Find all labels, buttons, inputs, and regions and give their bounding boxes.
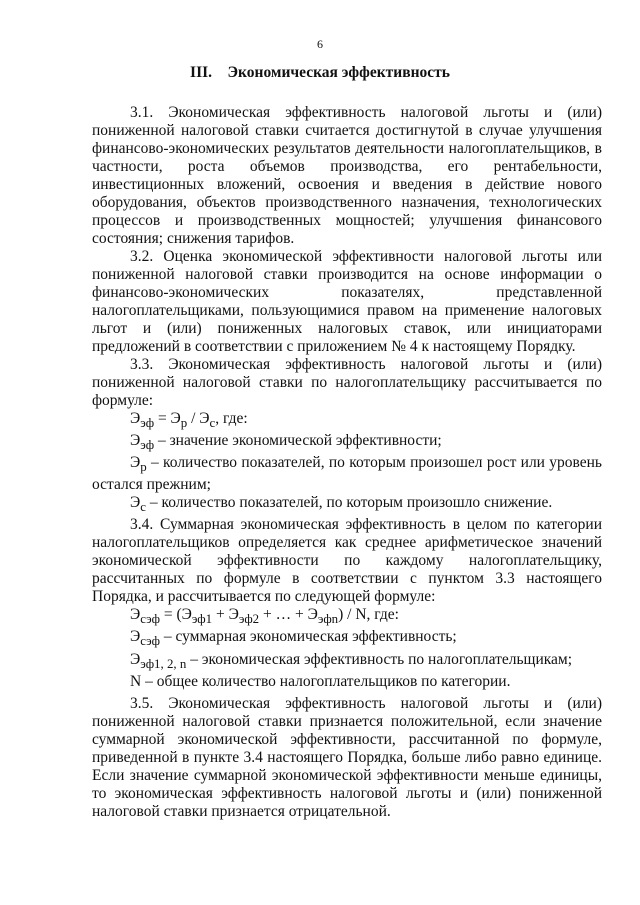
definition-symbol: Э xyxy=(130,650,141,668)
definition-text: – количество показателей, по которым произошло снижение. xyxy=(145,494,553,512)
formula-part: + Э xyxy=(212,606,239,624)
section-title xyxy=(0,64,640,82)
paragraph-3-4: 3.4. Суммарная экономическая эффективность в целом по категории налогоплательщиков определяется как среднее арифметическое значений экономической эффективности по каждому налогоплательщику, рассчитанных по формуле в соответствии с пунктом 3.3 настоящего Порядка, и рассчитывается по следующей формуле: xyxy=(92,516,602,606)
formula-part: / Э xyxy=(187,410,210,427)
definition-item xyxy=(92,673,602,695)
definition-item xyxy=(92,628,602,650)
document-body xyxy=(92,104,602,821)
definition-text: – общее количество налогоплательщиков по категории. xyxy=(141,672,511,690)
definition-item xyxy=(92,651,602,673)
section-number: III. xyxy=(190,64,213,81)
formula-total-efficiency xyxy=(92,606,602,628)
section-heading: Экономическая эффективность xyxy=(227,64,450,81)
definition-subscript: сэф xyxy=(140,633,160,649)
formula-subscript: сэф xyxy=(140,611,160,627)
page-number: 6 xyxy=(317,37,323,51)
definition-item xyxy=(92,432,602,454)
definition-symbol: Э xyxy=(130,432,141,450)
formula-subscript: р xyxy=(180,415,188,431)
formula-subscript: эф2 xyxy=(238,611,260,627)
formula-part: ) / N, где: xyxy=(338,606,399,624)
formula-subscript: с xyxy=(209,415,216,431)
formula-subscript: эфn xyxy=(317,611,339,627)
definition-text: – значение экономической эффективности; xyxy=(154,432,442,450)
definition-symbol: Э xyxy=(130,454,141,472)
definition-subscript: р xyxy=(140,459,147,475)
definition-text: – экономическая эффективность по налогоплательщикам; xyxy=(186,650,573,668)
definition-symbol: Э xyxy=(130,628,141,646)
definition-subscript: эф1, 2, n xyxy=(140,655,187,671)
formula-subscript: эф1 xyxy=(191,611,213,627)
formula-symbol: Э xyxy=(130,606,141,624)
definition-symbol: N xyxy=(130,672,142,690)
formula-part: = Э xyxy=(154,410,181,427)
definition-item xyxy=(92,494,602,516)
paragraph-3-1: 3.1. Экономическая эффективность налоговой льготы и (или) пониженной налоговой ставки считается достигнутой в случае улучшения финансово-экономических результатов деятельности налогоплательщиков, в частности, роста объемов производства, его рентабельности, инвестиционных вложений, освоения и введения в действие нового оборудования, объектов производственного назначения, технологических процессов и производственных мощностей; улучшения финансового состояния; снижения тарифов. xyxy=(92,104,602,247)
definition-subscript: с xyxy=(140,499,146,515)
definition-text: – количество показателей, по которым произошел рост или уровень остался прежним; xyxy=(92,454,602,494)
formula-subscript: эф xyxy=(140,415,155,431)
formula-symbol: Э xyxy=(130,410,141,427)
definition-text: – суммарная экономическая эффективность; xyxy=(159,628,457,646)
definition-symbol: Э xyxy=(130,494,141,512)
formula-part: , где: xyxy=(215,410,248,427)
definition-item xyxy=(92,454,602,494)
definition-subscript: эф xyxy=(140,437,155,453)
paragraph-3-2: 3.2. Оценка экономической эффективности налоговой льготы или пониженной налоговой ставки производится на основе информации о финансово-экономических показателях, представленной налогоплательщиками, пользующимися правом на применение налоговых льгот и (или) пониженных налоговых ставок, или инициаторами предложений в соответствии с приложением № 4 к настоящему Порядку. xyxy=(92,248,602,355)
formula-efficiency xyxy=(92,410,602,432)
paragraph-3-3: 3.3. Экономическая эффективность налоговой льготы и (или) пониженной налоговой ставки по налогоплательщику рассчитывается по формуле: xyxy=(92,356,602,409)
paragraph-3-5: 3.5. Экономическая эффективность налоговой льготы и (или) пониженной налоговой ставки признается положительной, если значение суммарной экономической эффективности, рассчитанной по формуле, приведенной в пункте 3.4 настоящего Порядка, больше либо равно единице. Если значение суммарной экономической эффективности меньше единицы, то экономическая эффективность налоговой льготы и (или) пониженной налоговой ставки признается отрицательной. xyxy=(92,694,602,820)
formula-part: + … + Э xyxy=(259,606,318,624)
formula-part: = (Э xyxy=(159,606,192,624)
